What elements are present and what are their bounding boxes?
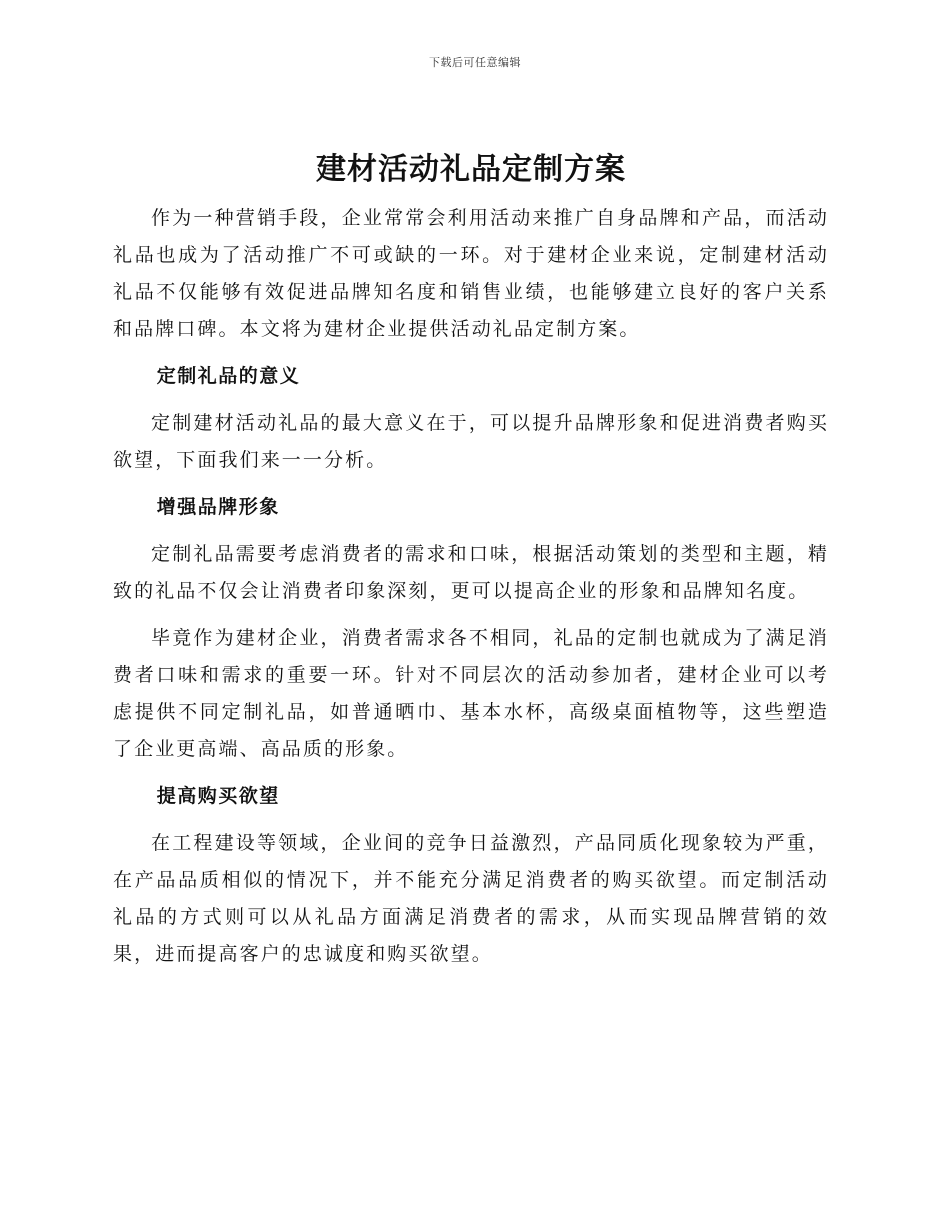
paragraph-brand-image-2: 毕竟作为建材企业，消费者需求各不相同，礼品的定制也就成为了满足消费者口味和需求的重要一环。针对不同层次的活动参加者，建材企业可以考虑提供不同定制礼品，如普通晒巾、基本水杯，高级桌面植物等，这些塑造了企业更高端、高品质的形象。: [113, 627, 829, 760]
paragraph-intro: 作为一种营销手段，企业常常会利用活动来推广自身品牌和产品，而活动礼品也成为了活动推广不可或缺的一环。对于建材企业来说，定制建材活动礼品不仅能够有效促进品牌知名度和销售业绩，也能够建立良好的客户关系和品牌口碑。本文将为建材企业提供活动礼品定制方案。: [113, 207, 829, 340]
document-title: 建材活动礼品定制方案: [316, 152, 626, 187]
paragraph-brand-image-1: 定制礼品需要考虑消费者的需求和口味，根据活动策划的类型和主题，精致的礼品不仅会让消费者印象深刻，更可以提高企业的形象和品牌知名度。: [113, 543, 829, 602]
header-note: 下载后可任意编辑: [429, 56, 521, 69]
section-heading-purchase-desire: 提高购买欲望: [156, 785, 280, 807]
section-heading-meaning: 定制礼品的意义: [156, 365, 301, 387]
document-body: [113, 146, 829, 983]
paragraph-purchase-desire: 在工程建设等领域，企业间的竞争日益激烈，产品同质化现象较为严重，在产品品质相似的情况下，并不能充分满足消费者的购买欲望。而定制活动礼品的方式则可以从礼品方面满足消费者的需求，从而实现品牌营销的效果，进而提高客户的忠诚度和购买欲望。: [113, 832, 829, 965]
section-heading-brand-image: 增强品牌形象: [156, 496, 280, 518]
paragraph-meaning: 定制建材活动礼品的最大意义在于，可以提升品牌形象和促进消费者购买欲望，下面我们来一一分析。: [113, 412, 829, 471]
